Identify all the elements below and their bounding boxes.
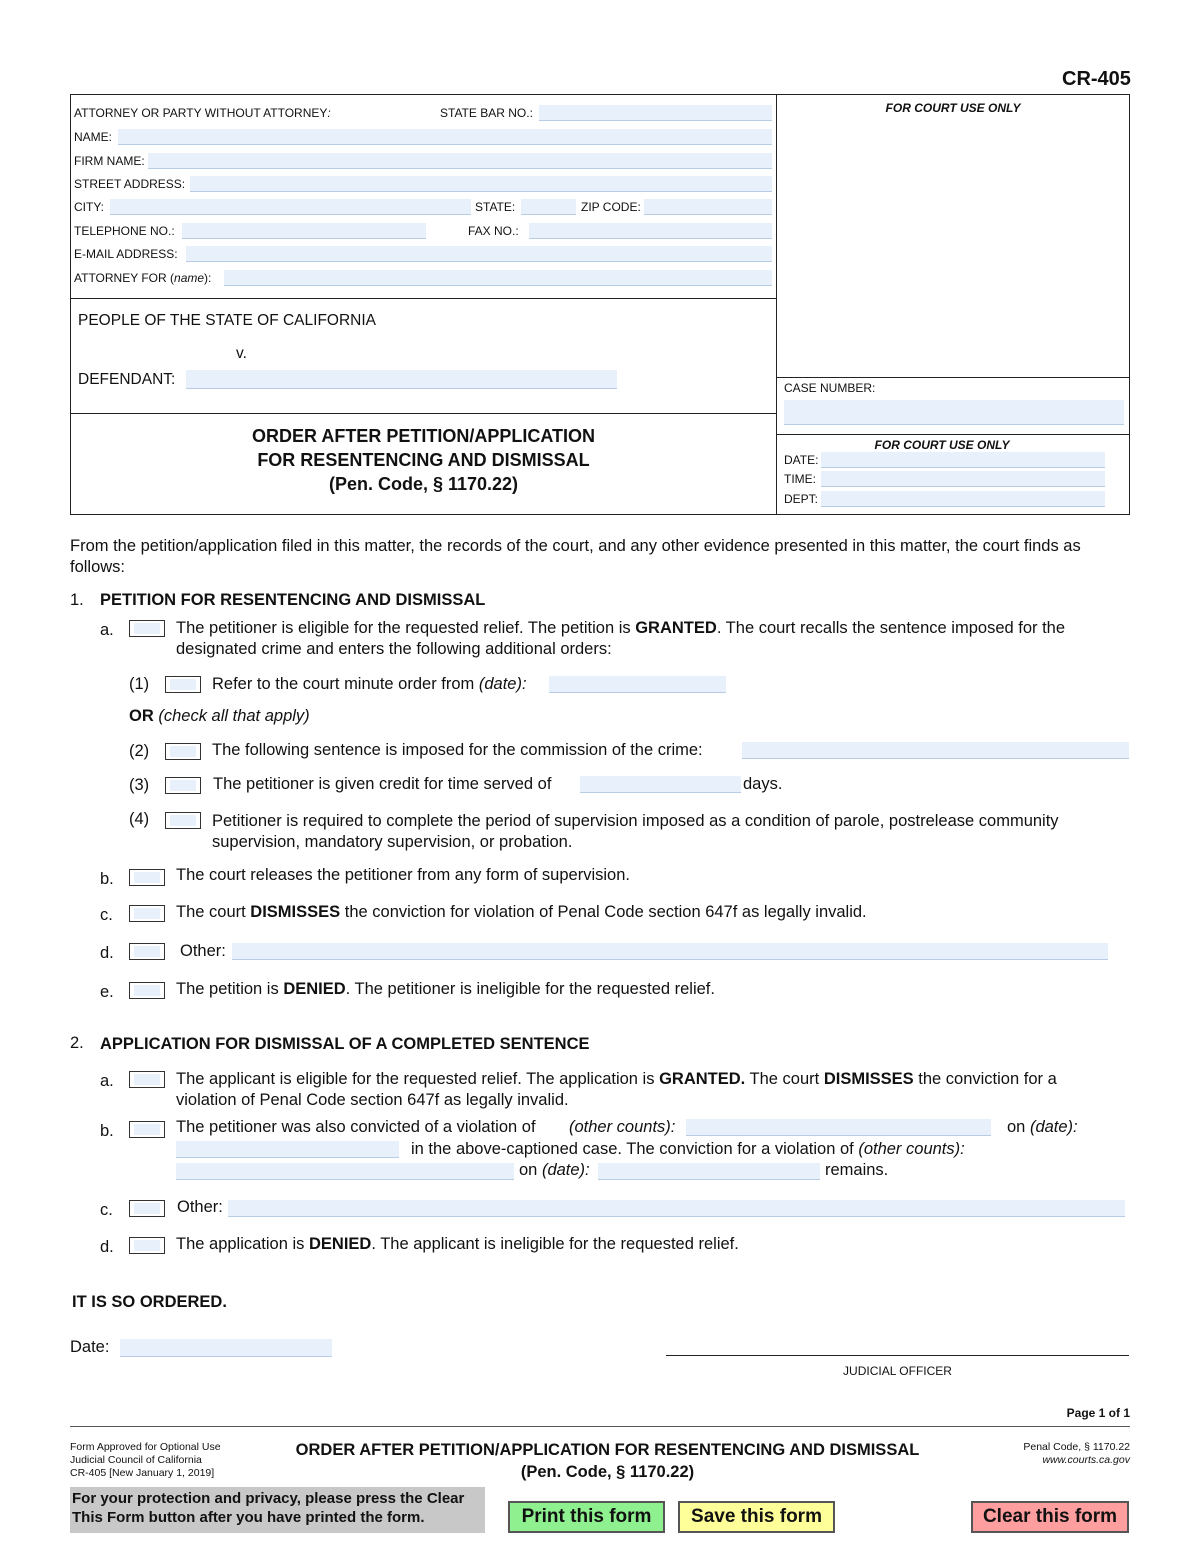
versus-label: v. <box>236 345 247 362</box>
s2b-other-counts-field-2[interactable] <box>176 1163 514 1180</box>
name-label: NAME: <box>74 130 113 144</box>
hearing-date-label: DATE: <box>784 453 819 467</box>
s2a-checkbox[interactable] <box>129 1071 165 1088</box>
form-number: CR-405 <box>1062 68 1131 90</box>
s1a1-number: (1) <box>129 675 150 693</box>
hearing-dept-field[interactable] <box>821 491 1105 507</box>
s1a2-checkbox[interactable] <box>165 743 201 760</box>
section2-number: 2. <box>70 1034 84 1052</box>
s1a2-text: The following sentence is imposed for the commission of the crime: <box>212 741 703 759</box>
s1a4-checkbox[interactable] <box>165 812 201 829</box>
s1d-other-field[interactable] <box>232 943 1108 960</box>
so-ordered-label: IT IS SO ORDERED. <box>72 1293 227 1311</box>
telephone-field[interactable] <box>182 223 426 239</box>
s1d-text: Other: <box>180 942 226 960</box>
city-field[interactable] <box>110 199 471 215</box>
s1a1-text: Refer to the court minute order from (date): <box>212 675 527 693</box>
s1e-checkbox[interactable] <box>129 982 165 999</box>
s1a-text: The petitioner is eligible for the requested relief. The petition is GRANTED. The court recalls the sentence imposed for the designated crime and enters the following additional orders: <box>176 619 1066 658</box>
s1a4-number: (4) <box>129 810 150 828</box>
hearing-dept-label: DEPT: <box>784 492 819 506</box>
case-number-label: CASE NUMBER: <box>784 381 876 395</box>
s1a-letter: a. <box>100 621 114 639</box>
s1b-checkbox[interactable] <box>129 869 165 886</box>
s1b-text: The court releases the petitioner from any form of supervision. <box>176 866 630 884</box>
s1a1-date-field[interactable] <box>549 676 726 693</box>
s1d-letter: d. <box>100 944 114 962</box>
state-label: STATE: <box>475 200 516 214</box>
state-field[interactable] <box>521 199 576 215</box>
hearing-date-field[interactable] <box>821 452 1105 468</box>
attorney-for-label: ATTORNEY FOR (name): <box>74 271 212 285</box>
s1a1-checkbox[interactable] <box>165 676 201 693</box>
s2b-letter: b. <box>100 1122 114 1140</box>
page-number: Page 1 of 1 <box>1066 1406 1130 1420</box>
print-form-button[interactable]: Print this form <box>508 1501 665 1533</box>
footer-title: ORDER AFTER PETITION/APPLICATION FOR RESENTENCING AND DISMISSAL (Pen. Code, § 1170.22) <box>295 1441 920 1481</box>
s2a-text: The applicant is eligible for the requested relief. The application is GRANTED. The court DISMISSES the conviction for a violation of Penal Code section 647f as legally invalid. <box>176 1070 1057 1109</box>
defendant-label: DEFENDANT: <box>78 371 176 388</box>
s1a3-number: (3) <box>129 776 150 794</box>
form-title: ORDER AFTER PETITION/APPLICATION FOR RESENTENCING AND DISMISSAL (Pen. Code, § 1170.22) <box>251 426 595 494</box>
s1a3-days-field[interactable] <box>580 776 741 793</box>
street-address-label: STREET ADDRESS: <box>74 177 186 191</box>
name-field[interactable] <box>118 129 772 145</box>
zip-label: ZIP CODE: <box>581 200 641 214</box>
court-use-only-label: FOR COURT USE ONLY <box>885 101 1021 115</box>
attorney-info-box <box>70 94 777 299</box>
s1a3-days-label: days. <box>743 775 783 793</box>
s1a4-text: Petitioner is required to complete the period of supervision imposed as a condition of parole, postrelease community supervision, mandatory supervision, or probation. <box>212 812 1059 851</box>
hearing-time-field[interactable] <box>821 471 1105 487</box>
telephone-label: TELEPHONE NO.: <box>74 224 175 238</box>
email-field[interactable] <box>186 246 772 262</box>
s2d-letter: d. <box>100 1238 114 1256</box>
s1b-letter: b. <box>100 870 114 888</box>
order-date-field[interactable] <box>120 1339 332 1357</box>
judicial-officer-label: JUDICIAL OFFICER <box>843 1364 952 1378</box>
s2b-other-counts-field[interactable] <box>686 1119 991 1136</box>
s2d-checkbox[interactable] <box>129 1237 165 1254</box>
s2b-remains-label: remains. <box>825 1161 889 1179</box>
order-date-label: Date: <box>70 1338 110 1356</box>
attorney-label: ATTORNEY OR PARTY WITHOUT ATTORNEY: <box>74 106 331 120</box>
s2b-date-field-2[interactable] <box>598 1163 820 1180</box>
firm-name-label: FIRM NAME: <box>74 154 145 168</box>
fax-field[interactable] <box>529 223 772 239</box>
s1a3-text: The petitioner is given credit for time served of <box>213 775 552 793</box>
firm-name-field[interactable] <box>148 153 772 169</box>
s2b-checkbox[interactable] <box>129 1121 165 1138</box>
case-number-field[interactable] <box>784 400 1124 425</box>
zip-field[interactable] <box>644 199 772 215</box>
s2b-text-2: in the above-captioned case. The conviction for a violation of (other counts): <box>411 1140 965 1158</box>
s2c-letter: c. <box>100 1201 113 1219</box>
s2b-other-counts-label: (other counts): <box>569 1118 676 1136</box>
s2b-on-label: on (date): <box>1007 1118 1078 1136</box>
s1c-text: The court DISMISSES the conviction for violation of Penal Code section 647f as legally invalid. <box>176 903 867 921</box>
email-label: E-MAIL ADDRESS: <box>74 247 178 261</box>
s2c-other-field[interactable] <box>228 1200 1125 1217</box>
footer-right: Penal Code, § 1170.22 www.courts.ca.gov <box>1023 1441 1130 1466</box>
fax-label: FAX NO.: <box>468 224 519 238</box>
court-use-only-label-2: FOR COURT USE ONLY <box>874 438 1010 452</box>
s1a2-number: (2) <box>129 742 150 760</box>
attorney-for-field[interactable] <box>224 270 772 286</box>
s2b-text-1: The petitioner was also convicted of a violation of <box>176 1118 536 1136</box>
people-label: PEOPLE OF THE STATE OF CALIFORNIA <box>78 312 376 329</box>
hearing-time-label: TIME: <box>784 472 816 486</box>
s1a3-checkbox[interactable] <box>165 777 201 794</box>
s2c-text: Other: <box>177 1198 223 1216</box>
footer-left: Form Approved for Optional Use Judicial Council of California CR-405 [New January 1, 2019] <box>70 1441 221 1479</box>
s2a-letter: a. <box>100 1072 114 1090</box>
section1-title: PETITION FOR RESENTENCING AND DISMISSAL <box>100 591 486 609</box>
s1a-checkbox[interactable] <box>129 620 165 637</box>
s2c-checkbox[interactable] <box>129 1200 165 1217</box>
s1a2-sentence-field[interactable] <box>742 742 1129 759</box>
s1e-text: The petition is DENIED. The petitioner is ineligible for the requested relief. <box>176 980 715 998</box>
save-form-button[interactable]: Save this form <box>678 1501 835 1533</box>
s1c-letter: c. <box>100 906 113 924</box>
privacy-notice: For your protection and privacy, please press the Clear This Form button after you have printed the form. <box>70 1487 485 1533</box>
intro-text: From the petition/application filed in this matter, the records of the court, and any other evidence presented in this matter, the court finds as follows: <box>70 537 1081 576</box>
s2b-on-label-2: on (date): <box>519 1161 590 1179</box>
section1-number: 1. <box>70 591 84 609</box>
city-label: CITY: <box>74 200 105 214</box>
s1c-checkbox[interactable] <box>129 905 165 922</box>
s1e-letter: e. <box>100 983 114 1001</box>
or-label: OR (check all that apply) <box>129 707 310 725</box>
s2d-text: The application is DENIED. The applicant is ineligible for the requested relief. <box>176 1235 739 1253</box>
footer-rule <box>70 1426 1130 1427</box>
s1d-checkbox[interactable] <box>129 943 165 960</box>
section2-title: APPLICATION FOR DISMISSAL OF A COMPLETED SENTENCE <box>100 1035 590 1053</box>
clear-form-button[interactable]: Clear this form <box>971 1501 1129 1533</box>
court-use-box <box>776 94 1130 378</box>
state-bar-field[interactable] <box>539 105 772 121</box>
street-address-field[interactable] <box>190 176 772 192</box>
signature-line <box>666 1355 1129 1356</box>
defendant-field[interactable] <box>186 370 617 389</box>
s2b-date-field[interactable] <box>176 1141 399 1158</box>
state-bar-label: STATE BAR NO.: <box>440 106 533 120</box>
